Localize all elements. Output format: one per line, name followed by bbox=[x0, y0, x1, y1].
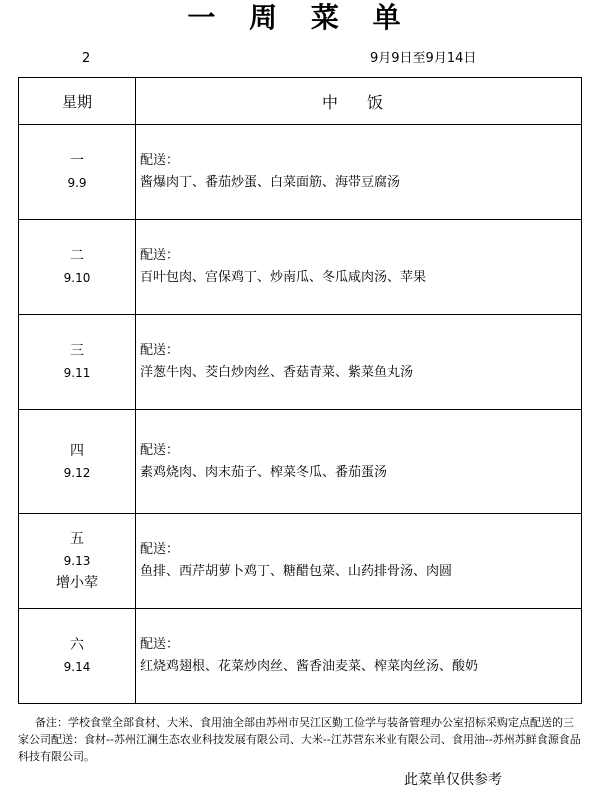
lunch-cell bbox=[136, 125, 582, 220]
lunch-cell bbox=[136, 220, 582, 315]
table-row bbox=[19, 220, 582, 315]
table-row bbox=[19, 315, 582, 410]
delivery-label: 配送： bbox=[140, 542, 180, 557]
delivery-label: 配送： bbox=[140, 637, 180, 652]
header-lunch: 中 饭 bbox=[136, 78, 582, 125]
day-name: 一 bbox=[70, 153, 84, 169]
table-row bbox=[19, 514, 582, 609]
lunch-cell bbox=[136, 410, 582, 514]
table-row bbox=[19, 609, 582, 704]
table-row bbox=[19, 410, 582, 514]
dishes-text: 红烧鸡翅根、花菜炒肉丝、酱香油麦菜、榨菜肉丝汤、酸奶 bbox=[140, 659, 479, 674]
date-range: 9月9日至9月14日 bbox=[370, 51, 477, 66]
day-cell bbox=[19, 315, 136, 410]
delivery-label: 配送： bbox=[140, 442, 180, 458]
dishes-text: 百叶包肉、宫保鸡丁、炒南瓜、冬瓜咸肉汤、苹果 bbox=[140, 270, 427, 285]
menu-table bbox=[18, 77, 582, 704]
delivery-label: 配送： bbox=[140, 343, 180, 358]
disclaimer: 此菜单仅供参考 bbox=[404, 772, 502, 788]
lunch-cell bbox=[136, 315, 582, 410]
day-cell bbox=[19, 514, 136, 609]
lunch-cell bbox=[136, 609, 582, 704]
day-date: 9.12 bbox=[63, 465, 91, 480]
day-date: 9.13 bbox=[63, 554, 91, 568]
day-date: 9.11 bbox=[63, 366, 91, 380]
delivery-label: 配送： bbox=[140, 153, 180, 168]
week-number: 2 bbox=[82, 51, 91, 66]
day-cell bbox=[19, 609, 136, 704]
day-name: 六 bbox=[70, 637, 84, 653]
dishes-text: 洋葱牛肉、茭白炒肉丝、香菇青菜、紫菜鱼丸汤 bbox=[140, 365, 414, 380]
day-name: 四 bbox=[70, 442, 84, 459]
day-cell bbox=[19, 220, 136, 315]
page-title: 一 周 菜 单 bbox=[187, 1, 413, 34]
day-note: 增小荤 bbox=[56, 575, 98, 591]
day-date: 9.14 bbox=[63, 660, 91, 674]
lunch-cell bbox=[136, 514, 582, 609]
day-cell bbox=[19, 125, 136, 220]
day-name: 五 bbox=[70, 531, 84, 547]
day-cell bbox=[19, 410, 136, 514]
dishes-text: 酱爆肉丁、番茄炒蛋、白菜面筋、海带豆腐汤 bbox=[140, 175, 401, 190]
day-date: 9.10 bbox=[63, 271, 91, 285]
table-row bbox=[19, 125, 582, 220]
footnote: 备注：学校食堂全部食材、大米、食用油全部由苏州市吴江区勤工俭学与装备管理办公室招标采购定点配送的三家公司配送：食材--苏州江澜生态农业科技发展有限公司、大米--江苏营东米业有限公司、食用油--苏州苏鲜食源食品科技有限公司。 bbox=[18, 716, 581, 763]
day-name: 二 bbox=[70, 248, 84, 264]
dishes-text: 鱼排、西芹胡萝卜鸡丁、糖醋包菜、山药排骨汤、肉圆 bbox=[140, 564, 453, 579]
day-name: 三 bbox=[70, 343, 84, 359]
delivery-label: 配送： bbox=[140, 248, 180, 263]
table-header-row bbox=[19, 78, 582, 125]
day-date: 9.9 bbox=[67, 176, 87, 190]
dishes-text: 素鸡烧肉、肉末茄子、榨菜冬瓜、番茄蛋汤 bbox=[140, 464, 388, 480]
header-day: 星期 bbox=[19, 78, 136, 125]
